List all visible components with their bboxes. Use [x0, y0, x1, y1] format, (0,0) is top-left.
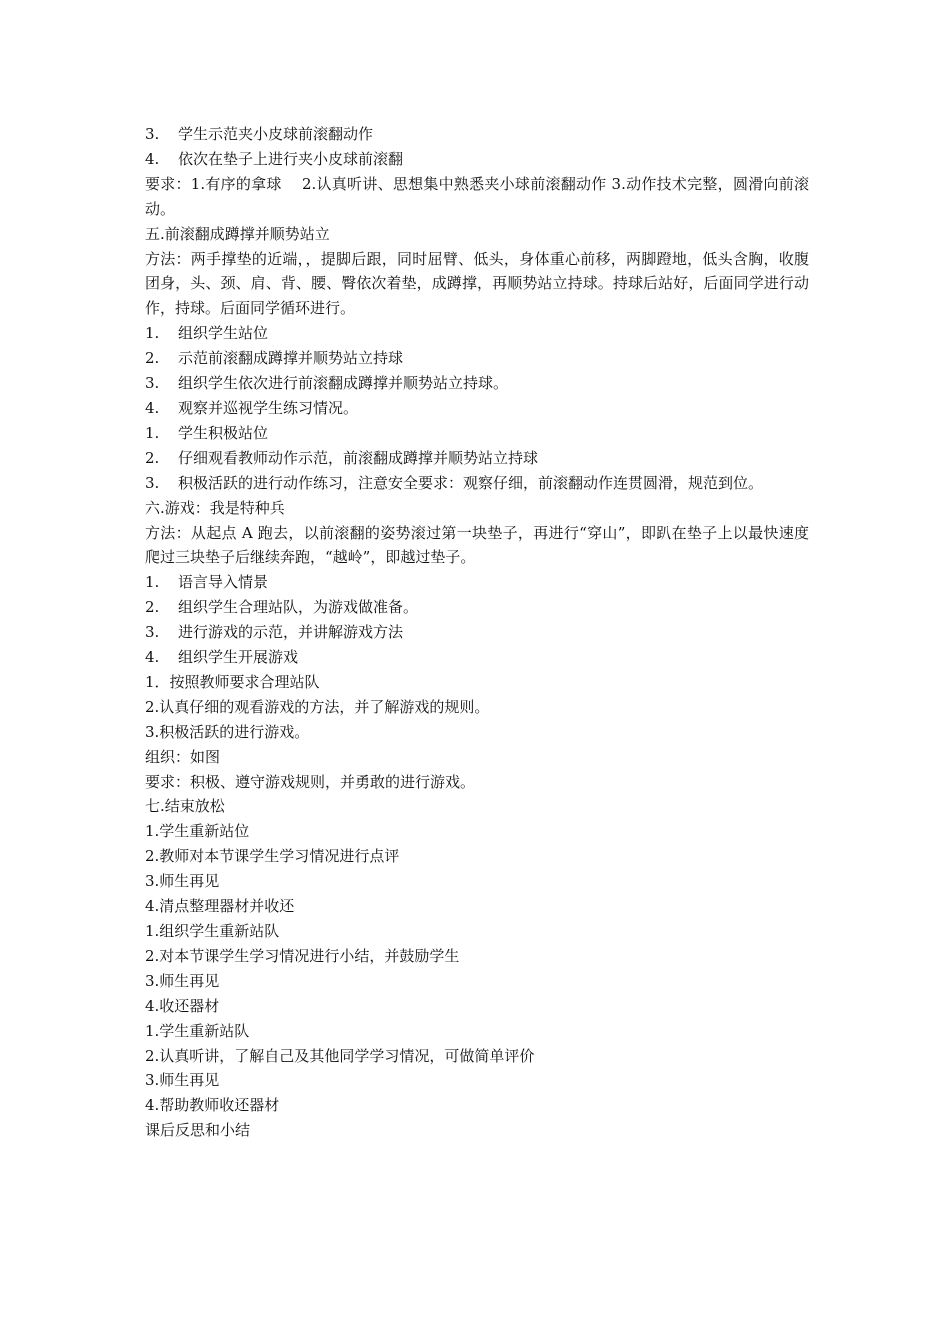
line-text: 组织学生站位: [178, 324, 269, 343]
line-text: 4.清点整理器材并收还: [145, 897, 295, 916]
text-line: [145, 844, 809, 869]
text-line: [145, 944, 809, 969]
text-line: [145, 969, 809, 994]
line-text: 2.认真听讲，了解自己及其他同学学习情况，可做简单评价: [145, 1046, 535, 1065]
line-number: 2.: [145, 598, 160, 617]
text-line: [145, 894, 809, 919]
line-number: 3.: [145, 374, 160, 393]
text-line: [145, 919, 809, 944]
line-text: 语言导入情景: [178, 573, 269, 592]
line-text: 方法：从起点 A 跑去，以前滚翻的姿势滚过第一块垫子，再进行“穿山”，即趴在垫子上以最快速度爬过三块垫子后继续奔跑，“越岭”，即越过垫子。: [145, 523, 809, 567]
line-text: 七.结束放松: [145, 797, 225, 816]
line-text: 组织学生开展游戏: [178, 648, 299, 667]
numbered-line: [145, 346, 809, 371]
line-text: 3.师生再见: [145, 1071, 220, 1090]
numbered-line: [145, 471, 809, 496]
text-line: [145, 1044, 809, 1069]
text-line: [145, 670, 809, 695]
line-text: 1.组织学生重新站队: [145, 922, 280, 940]
line-text: 六.游戏：我是特种兵: [145, 498, 285, 517]
line-text: 3.积极活跃的进行游戏。: [145, 722, 310, 741]
line-number: 3.: [145, 473, 160, 492]
line-text: 示范前滚翻成蹲撑并顺势站立持球: [178, 349, 404, 368]
text-line: [145, 1093, 809, 1118]
line-text: 2.认真仔细的观看游戏的方法，并了解游戏的规则。: [145, 697, 490, 716]
line-text: 1.学生重新站位: [145, 822, 250, 841]
numbered-line: [145, 371, 809, 396]
text-line: [145, 695, 809, 720]
line-text: 2.对本节课学生学习情况进行小结，并鼓励学生: [145, 946, 460, 965]
line-text: 要求：1.有序的拿球 2.认真听讲、思想集中熟悉夹小球前滚翻动作 3.动作技术完整，圆滑向前滚动。: [145, 174, 809, 218]
text-line: [145, 172, 809, 222]
line-number: 1.: [145, 324, 160, 343]
text-line: [145, 720, 809, 745]
line-text: 依次在垫子上进行夹小皮球前滚翻: [178, 149, 404, 168]
text-line: [145, 1118, 809, 1143]
line-text: 学生示范夹小皮球前滚翻动作: [178, 125, 374, 143]
line-text: 五.前滚翻成蹲撑并顺势站立: [145, 224, 330, 243]
numbered-line: [145, 421, 809, 446]
text-line: [145, 521, 809, 571]
text-line: [145, 1068, 809, 1093]
line-number: 1.: [145, 573, 160, 592]
numbered-line: [145, 620, 809, 645]
numbered-line: [145, 321, 809, 346]
line-text: 积极活跃的进行动作练习，注意安全要求：观察仔细，前滚翻动作连贯圆滑，规范到位。: [178, 473, 764, 492]
text-line: [145, 869, 809, 894]
document-body: [145, 122, 809, 1143]
numbered-line: [145, 645, 809, 670]
line-text: 4.帮助教师收还器材: [145, 1096, 280, 1115]
line-number: 1.: [145, 423, 160, 442]
line-text: 学生积极站位: [178, 423, 269, 442]
line-number: 3.: [145, 623, 160, 642]
line-number: 3.: [145, 125, 160, 143]
text-line: [145, 247, 809, 322]
line-text: 课后反思和小结: [145, 1121, 251, 1140]
numbered-line: [145, 570, 809, 595]
line-text: 仔细观看教师动作示范，前滚翻成蹲撑并顺势站立持球: [178, 448, 539, 467]
line-text: 要求：积极、遵守游戏规则，并勇敢的进行游戏。: [145, 772, 476, 791]
numbered-line: [145, 446, 809, 471]
line-text: 3.师生再见: [145, 872, 220, 891]
text-line: [145, 819, 809, 844]
line-number: 2.: [145, 448, 160, 467]
line-text: 4.收还器材: [145, 996, 220, 1015]
numbered-line: [145, 396, 809, 421]
text-line: [145, 745, 809, 770]
line-text: 1．按照教师要求合理站队: [145, 672, 320, 691]
text-line: [145, 496, 809, 521]
line-number: 4.: [145, 398, 160, 417]
line-text: 2.教师对本节课学生学习情况进行点评: [145, 847, 400, 866]
line-text: 组织学生合理站队，为游戏做准备。: [178, 598, 419, 617]
line-number: 4.: [145, 648, 160, 667]
line-text: 方法：两手撑垫的近端，，提脚后跟，同时屈臂、低头，身体重心前移，两脚蹬地，低头含胸，收腹团身，头、颈、肩、背、腰、臀依次着垫，成蹲撑，再顺势站立持球。持球后站好，后面同学进行动作，持球。后面同学循环进行。: [145, 249, 809, 318]
line-number: 2.: [145, 349, 160, 368]
text-line: [145, 222, 809, 247]
line-number: 4.: [145, 149, 160, 168]
line-text: 组织学生依次进行前滚翻成蹲撑并顺势站立持球。: [178, 374, 509, 393]
numbered-line: [145, 122, 809, 147]
line-text: 观察并巡视学生练习情况。: [178, 398, 359, 417]
line-text: 进行游戏的示范，并讲解游戏方法: [178, 623, 404, 642]
text-line: [145, 1019, 809, 1044]
line-text: 1.学生重新站队: [145, 1021, 250, 1040]
text-line: [145, 994, 809, 1019]
numbered-line: [145, 147, 809, 172]
line-text: 组织：如图: [145, 747, 221, 766]
numbered-line: [145, 595, 809, 620]
text-line: [145, 770, 809, 795]
text-line: [145, 794, 809, 819]
line-text: 3.师生再见: [145, 971, 220, 990]
